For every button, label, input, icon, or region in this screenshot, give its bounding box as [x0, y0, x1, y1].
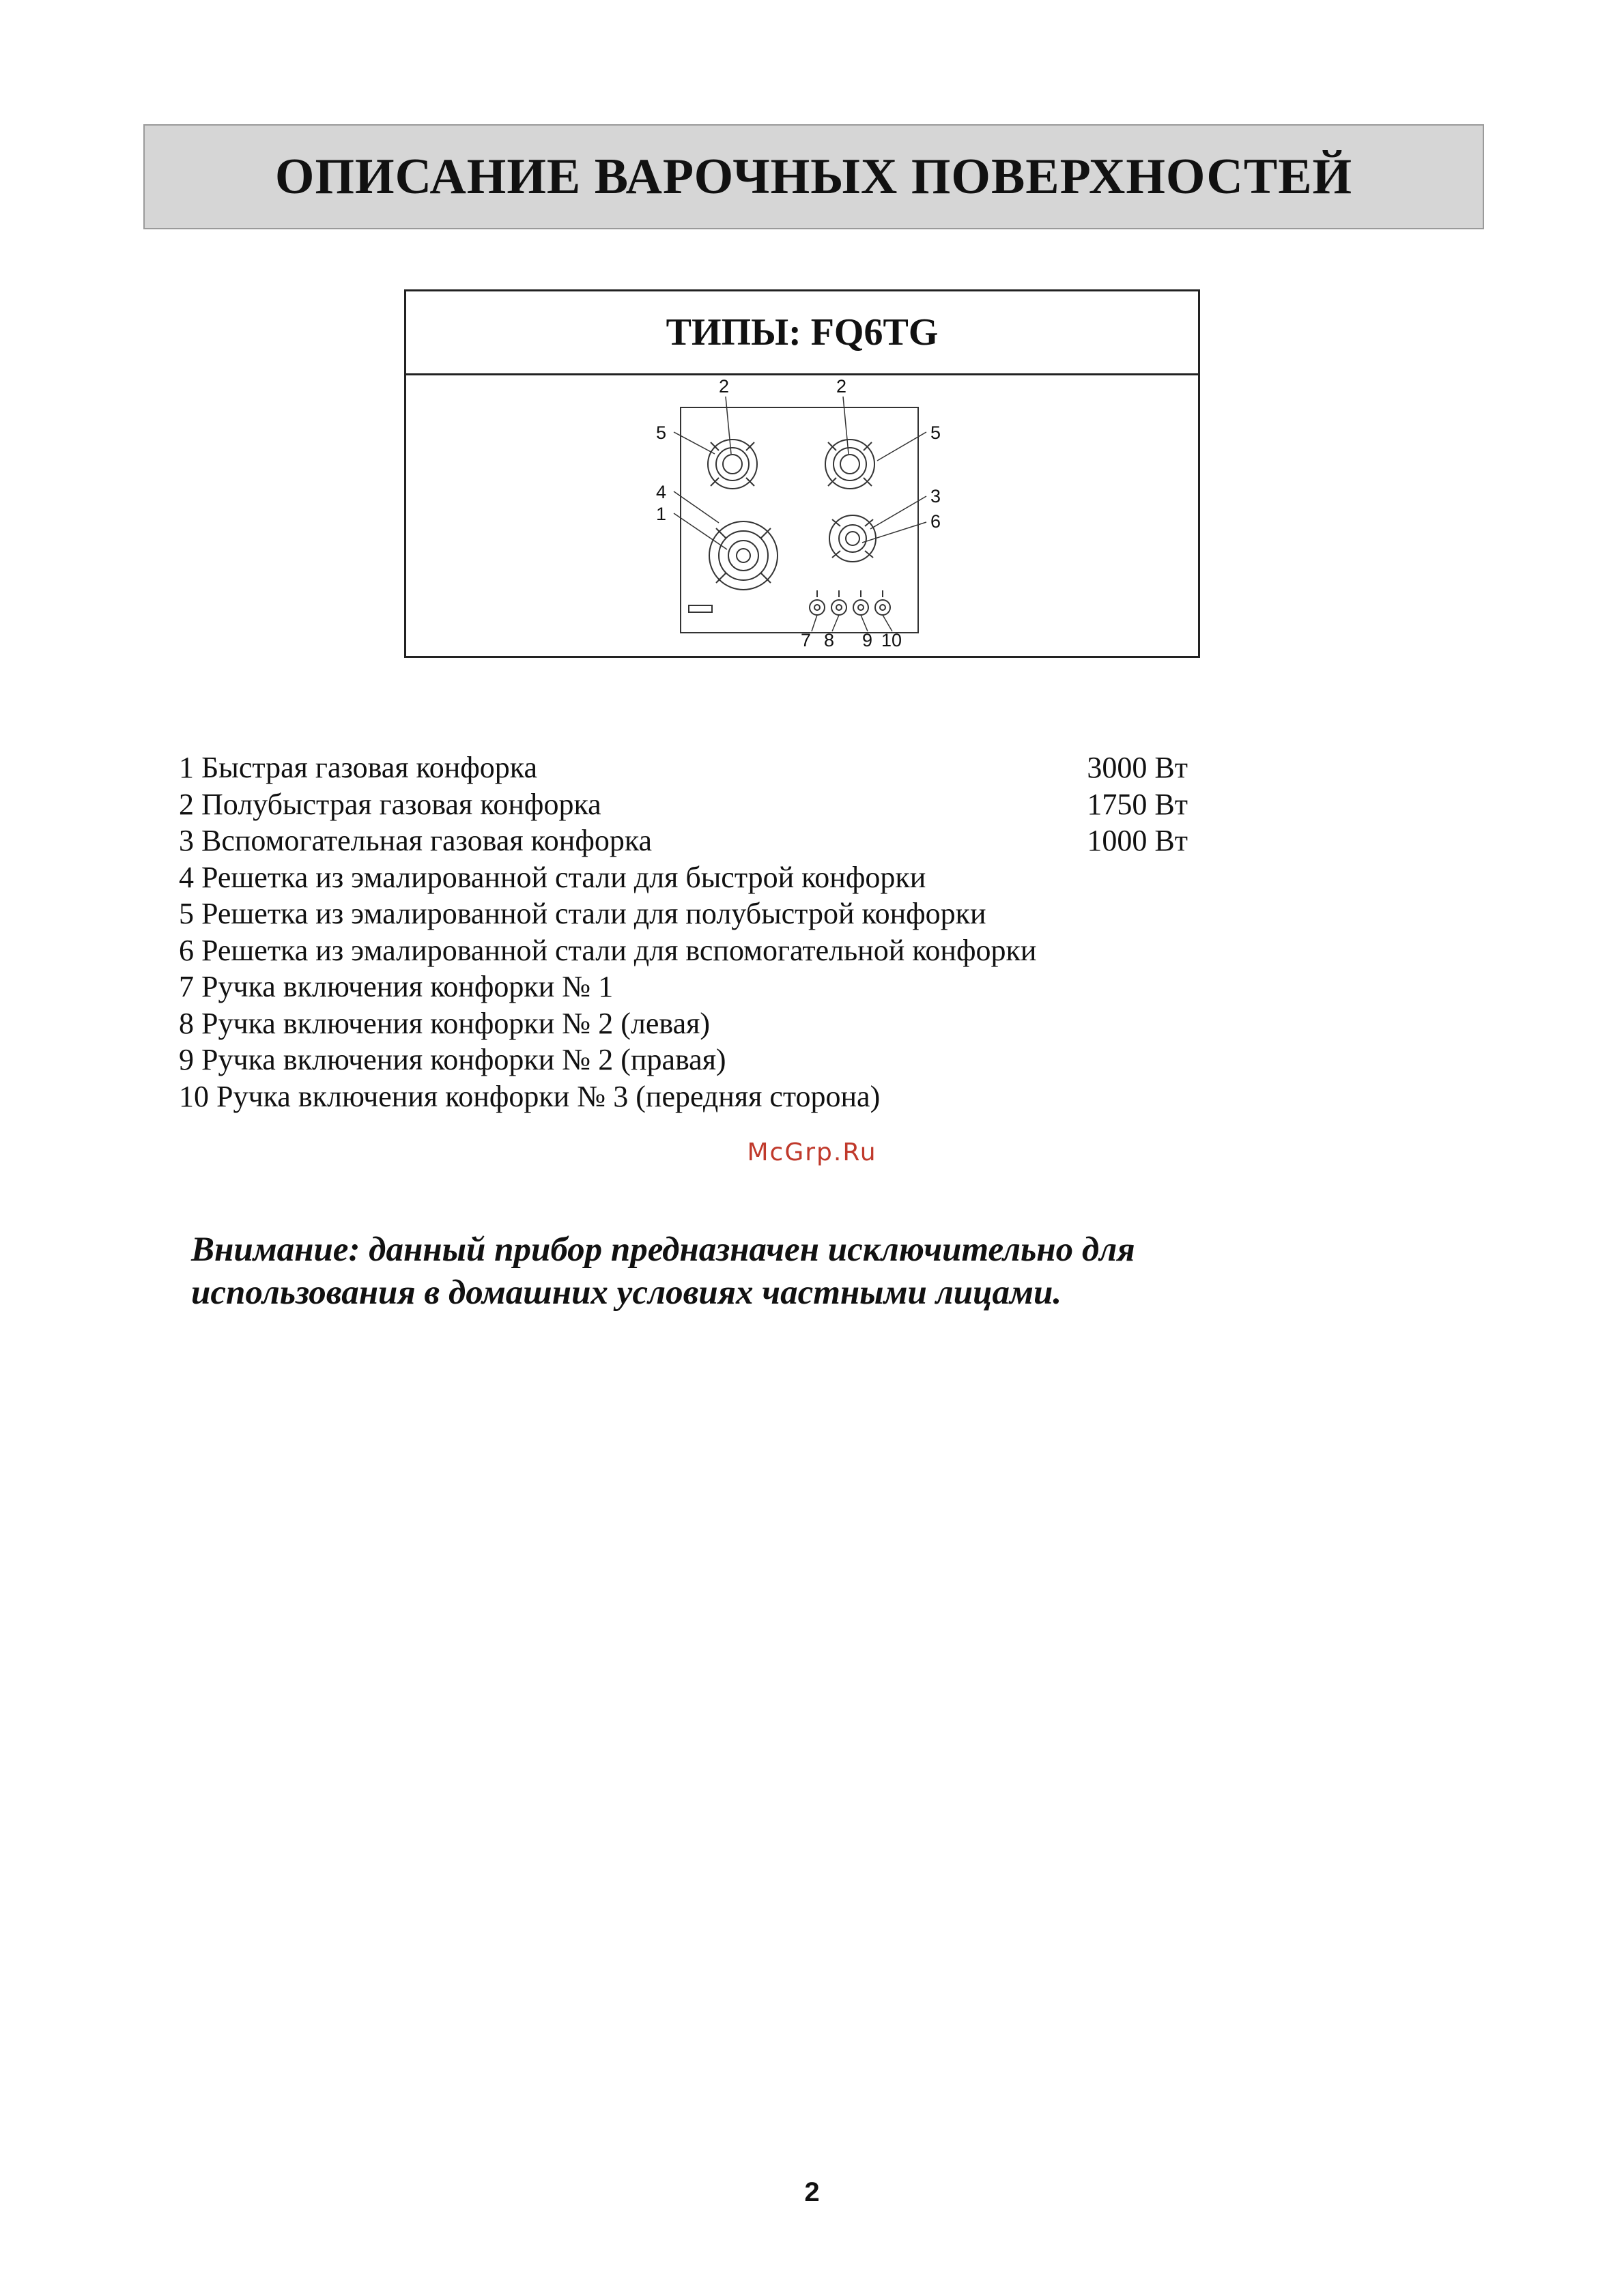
page-number: 2	[804, 2177, 820, 2207]
watermark: McGrp.Ru	[747, 1138, 877, 1166]
burner-semi-rapid-right	[825, 440, 874, 489]
legend-item: 9 Ручка включения конфорки № 2 (правая)	[179, 1043, 726, 1076]
legend-item: 4 Решетка из эмалированной стали для быстрой конфорки	[179, 860, 926, 894]
burner-auxiliary	[829, 515, 876, 562]
page-header	[143, 124, 1484, 229]
hob-outline	[681, 407, 918, 633]
callout-2-right: 2	[836, 376, 847, 397]
legend-item: 1 Быстрая газовая конфорка 3000 Вт	[179, 749, 1203, 786]
notice-line-2: использования в домашних условиях частными лицами.	[191, 1274, 1062, 1312]
legend-item: 6 Решетка из эмалированной стали для вспомогательной конфорки	[179, 933, 1037, 967]
notice-line-1: Внимание: данный прибор предназначен исключительно для	[191, 1231, 1135, 1269]
hob-diagram-svg	[406, 373, 1198, 656]
model-box	[404, 289, 1200, 658]
callout-7: 7	[801, 630, 812, 650]
model-title: ТИПЫ: FQ6TG	[406, 291, 1198, 375]
callout-2-left: 2	[719, 376, 730, 397]
hob-diagram	[406, 373, 1198, 656]
callout-10: 10	[881, 630, 902, 650]
page-title: ОПИСАНИЕ ВАРОЧНЫХ ПОВЕРХНОСТЕЙ	[274, 148, 1353, 205]
legend-item: 7 Ручка включения конфорки № 1	[179, 970, 614, 1003]
control-knobs	[810, 590, 890, 615]
callout-6: 6	[930, 511, 941, 532]
burner-rapid	[709, 521, 778, 590]
legend-power: 3000 Вт	[1087, 751, 1188, 784]
callout-5-left: 5	[656, 422, 667, 443]
legend-item: 3 Вспомогательная газовая конфорка 1000 Вт	[179, 822, 1203, 859]
legend-item: 8 Ручка включения конфорки № 2 (левая)	[179, 1006, 710, 1040]
warning-notice	[191, 1229, 1488, 1315]
legend-item: 10 Ручка включения конфорки № 3 (передняя сторона)	[179, 1079, 881, 1113]
callout-5-right: 5	[930, 422, 941, 443]
legend-power: 1000 Вт	[1087, 824, 1188, 857]
legend-item: 2 Полубыстрая газовая конфорка 1750 Вт	[179, 786, 1203, 823]
burner-legend	[179, 749, 1203, 1115]
callout-9: 9	[862, 630, 873, 650]
legend-power: 1750 Вт	[1087, 787, 1188, 821]
callout-8: 8	[824, 630, 835, 650]
logo-plate	[689, 605, 712, 612]
callout-4: 4	[656, 482, 667, 502]
callout-leaders	[674, 397, 926, 631]
callout-3: 3	[930, 486, 941, 506]
burner-semi-rapid-left	[708, 440, 757, 489]
callout-1: 1	[656, 504, 667, 524]
legend-item: 5 Решетка из эмалированной стали для полубыстрой конфорки	[179, 897, 986, 930]
